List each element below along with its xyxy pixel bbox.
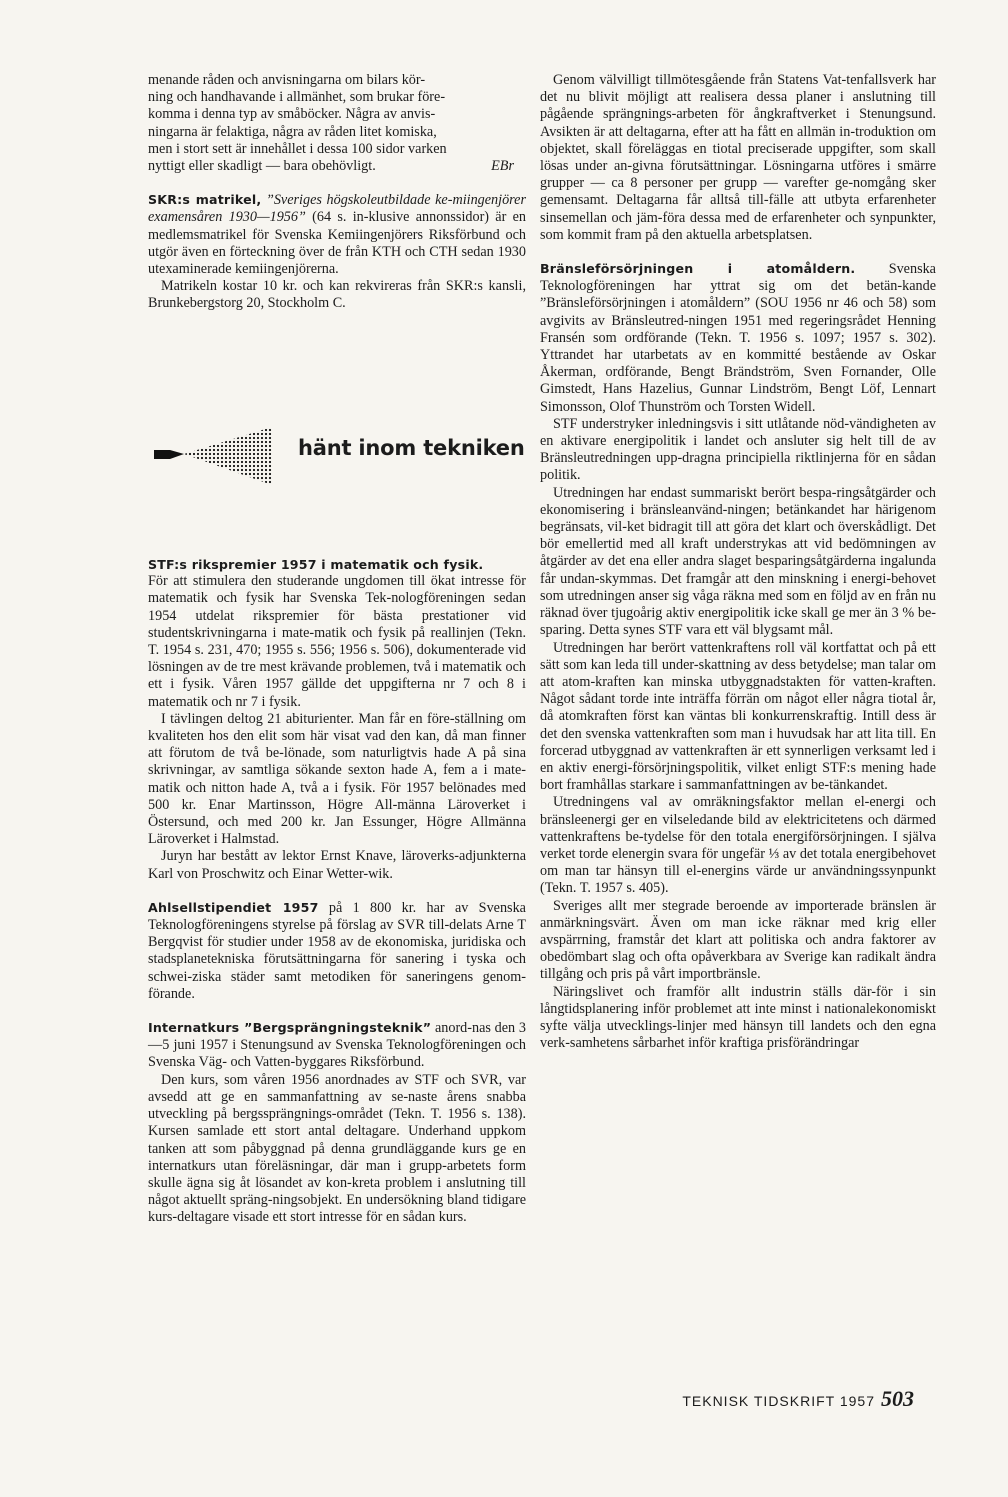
section-paragraph: Juryn har bestått av lektor Ernst Knave, läroverks-adjunkterna Karl von Proschwitz och Einar Wetter-wik.: [148, 848, 526, 882]
section-title: Bränsleförsörjningen i atomåldern.: [540, 261, 856, 277]
section-text: (64 s. in-klusive annonssidor) är en medlemsmatrikel för Svenska Kemiingenjörers Riksförbund och utgör även en förteckning över de från KTH och CTH sedan 1930 utexaminerade kemiingenjörerna.: [148, 209, 526, 278]
section-banner: [148, 424, 528, 488]
intro-line: menande råden och anvisningarna om bilars kör-: [148, 72, 426, 88]
left-column-lower: [148, 556, 526, 1227]
intro-line: men i stort sett är innehållet i dessa 100 sidor varken: [148, 140, 447, 157]
section-paragraph: För att stimulera den studerande ungdomen till ökat intresse för matematik och fysik har Svenska Tek-nologföreningen sedan 1954 utdelat rikspremier för bästa prestationer vid studentskrivningarna i mate-matik och fysik på reallinjen (Tekn. T. 1954 s. 231, 470; 1955 s. 556; 1956 s. 506), dokumenterade vid lösningen av de tre mest krävande problemen, två i matematik och ett i fysik. Våren 1957 gällde det uppgifterna nr 7 och 8 i matematik och nr 7 i fysik.: [148, 573, 526, 710]
section-paragraph: Utredningen har endast summariskt berört bespa-ringsåtgärder och ekonomisering i bränsleanvänd-ningen; betänkandet har härigenom begränsats, vil-ket bidragit till att göra det klart och överskådligt. Det bör emellertid med all kraft understrykas att vid bedömningen av åtgärder av det ena eller andra slaget besparingsåtgärderna ingalunda får undan-skymmas. Det framgår att den minskning i energi-behovet som utredningen anser sig våga räkna med som en följd av en från nu räknad över tjugoårig aktiv energipolitik icke skall ge mer än 3 % be-sparing. Detta synes STF vara ett väl blygsamt mål.: [540, 484, 936, 639]
stf-section: [148, 556, 526, 883]
right-column: [540, 72, 936, 1052]
section-paragraph: Matrikeln kostar 10 kr. och kan rekvireras från SKR:s kansli, Brunkebergstorg 20, Stockholm C.: [148, 278, 526, 312]
page-footer: [682, 1386, 914, 1412]
book-title: ”Sveriges högskoleutbildade ke-miingenjörer examensåren 1930—1956”: [148, 192, 526, 226]
skr-section: [148, 191, 526, 312]
intro-line: nyttigt eller skadligt — bara obehövligt.: [148, 158, 376, 175]
section-title: STF:s rikspremier 1957 i matematik och fysik.: [148, 557, 484, 572]
left-column: [148, 72, 526, 313]
intro-line: komma i denna typ av småböcker. Några av anvis-: [148, 106, 436, 123]
section-text: anord-nas den 3—5 juni 1957 i Stenungsund av Svenska Teknologföreningen och Svenska Väg- och Vatten-byggares Riksförbund.: [148, 1020, 526, 1071]
intro-paragraph: [148, 72, 526, 175]
signature: EBr: [491, 158, 514, 175]
section-title: SKR:s matrikel,: [148, 192, 262, 208]
section-text: på 1 800 kr. har av Svenska Teknologföreningens styrelse på förslag av SVR till-delats Arne T Bergqvist för studier under 1958 av de ekonomiska, juridiska och stadsplanetekniska förutsättningarna för sanering i tyska och schwei-ziska städer samt metodiken för saneringens genom-förande.: [148, 899, 526, 1002]
intro-line: ningarna är felaktiga, några av råden litet komiska,: [148, 123, 437, 140]
dotted-arrow-icon: [148, 424, 278, 488]
page-number: 503: [881, 1386, 914, 1411]
ahlsell-section: [148, 899, 526, 1003]
section-paragraph: Genom välvilligt tillmötesgående från Statens Vat-tenfallsverk har det nu blivit möjligt att realisera dessa planer i anslutning till pågående sprängnings-arbeten för ångkraftverket i Stenungsund. Avsikten är att deltagarna, efter att ha fått en allmän in-troduktion om objektet, skall föreläggas en tiotal preciserade uppgifter, som skall lösas under an-givna förutsättningar. Lösningarna utföres i smärre grupper — ca 8 personer per grupp — varefter ge-nomgång sker gemensamt. Deltagarna får alltså till-fälle att utbyta erfarenheter sinsemellan och jäm-föra dessa med de erfarenheter och synpunkter, som kommit fram på den aktuella arbetsplatsen.: [540, 72, 936, 243]
section-title: Ahlsellstipendiet 1957: [148, 899, 319, 915]
internatkurs-section: [148, 1019, 526, 1226]
section-paragraph: Utredningen har berört vattenkraftens roll väl kortfattat och på ett sätt som kan leda till under-skattning av dess betydelse; man talar om att atom-kraften kan minska utbyggnadstakten för vatten-kraften. Något sådant torde inte inträffa förrän om något eller några tiotal år, då atomkraften först kan väntas bli konkurrenskraftig. Intill dess är det den svenska vattenkraften som man i huvudsak har att lita till. En forcerad utbyggnad av vattenkraften är ett synnerligen verksamt led i en aktiv energi-försörjningspolitik, vilket enligt STF:s mening hade bort framhållas starkare i sammanfattningen av be-tänkandet.: [540, 639, 936, 794]
section-paragraph: I tävlingen deltog 21 abiturienter. Man får en före-ställning om kvaliteten hos den elit som här visat vad den kan, då man finner att förutom de två be-lönade, som naturligtvis hade A på sina skrivningar, av samtliga sökande sexton hade A, fem a i mate-matik och nitton hade A, två a i fysik. För 1957 belönades med 500 kr. Enar Martinsson, Högre All-männa Läroverket i Östersund, och med 200 kr. Jan Essunger, Högre Allmänna Läroverket i Halmstad.: [148, 710, 526, 848]
journal-name: TEKNISK TIDSKRIFT 1957: [682, 1393, 875, 1409]
banner-title: hänt inom tekniken: [298, 436, 525, 460]
section-paragraph: Utredningens val av omräkningsfaktor mellan el-energi och bränsleenergi ger en vilseledande bild av elektricitetens och därmed vattenkraftens be-tydelse för den totala energiförsörjningen. I själva verket torde elenergin svara för ungefär ⅓ av det totala energibehovet om man tar hänsyn till el-energins värde ur användningssynpunkt (Tekn. T. 1957 s. 405).: [540, 794, 936, 897]
section-paragraph: Den kurs, som våren 1956 anordnades av STF och SVR, var avsedd att ge en sammanfattning av se-naste årens snabba utveckling på bergssprängnings-området (Tekn. T. 1956 s. 138). Kursen samlade ett stort antal deltagare. Underhand uppkom tanken att som påbyggnad på denna grundläggande kurs ge en internatkurs utan föreläsningar, där man i grupp-arbetets form skulle ägna sig åt lösandet av kon-kreta problem i anslutning till något aktuellt spräng-ningsobjekt. En undersökning bland tidigare kurs-deltagare visade ett stort intresse för en sådan kurs.: [148, 1071, 526, 1226]
bransle-section: [540, 260, 936, 1052]
section-paragraph: Sveriges allt mer stegrade beroende av importerade bränslen är anmärkningsvärt. Även om man icke räknar med krig eller avspärrning, framstår det klart att politiska och andra faktorer av obedömbart slag och ofta opåverkbara av Sverige kan radikalt ändra tillgång och pris på vårt importbränsle.: [540, 897, 936, 983]
section-paragraph: Näringslivet och framför allt industrin ställs där-för i sin långtidsplanering inför problemet att inte minst i nationalekonomiskt syfte välja utvecklings-linjer med hänsyn till landets och den egna verk-samhetens sårbarhet inför kraftiga prisförändringar: [540, 983, 936, 1052]
section-paragraph: STF understryker inledningsvis i sitt utlåtande nöd-vändigheten av en aktivare energipolitik i landet och ansluter sig helt till de av Bränsleutredningen upp-dragna principiella riktlinjerna för en sådan politik.: [540, 415, 936, 484]
section-text: Svenska Teknologföreningen har yttrat sig om det betän-kande ”Bränsleförsörjningen i atomåldern” (SOU 1956 nr 46 och 58) som avgivits av Bränsleutred-ningen 1951 med regeringsrådet Henning Fransén som ordförande (Tekn. T. 1956 s. 1097; 1957 s. 302). Yttrandet har utarbetats av en kommitté bestående av Oskar Åkerman, ordförande, Bengt Brändström, Sven Fornander, Olle Gimstedt, Hans Hazelius, Gunnar Lindström, Bengt Löf, Lennart Simonsson, Olof Thunström och Torsten Widell.: [540, 261, 936, 415]
section-title: Internatkurs ”Bergsprängningsteknik”: [148, 1020, 432, 1036]
intro-line: ning och handhavande i allmänhet, som brukar före-: [148, 89, 446, 106]
